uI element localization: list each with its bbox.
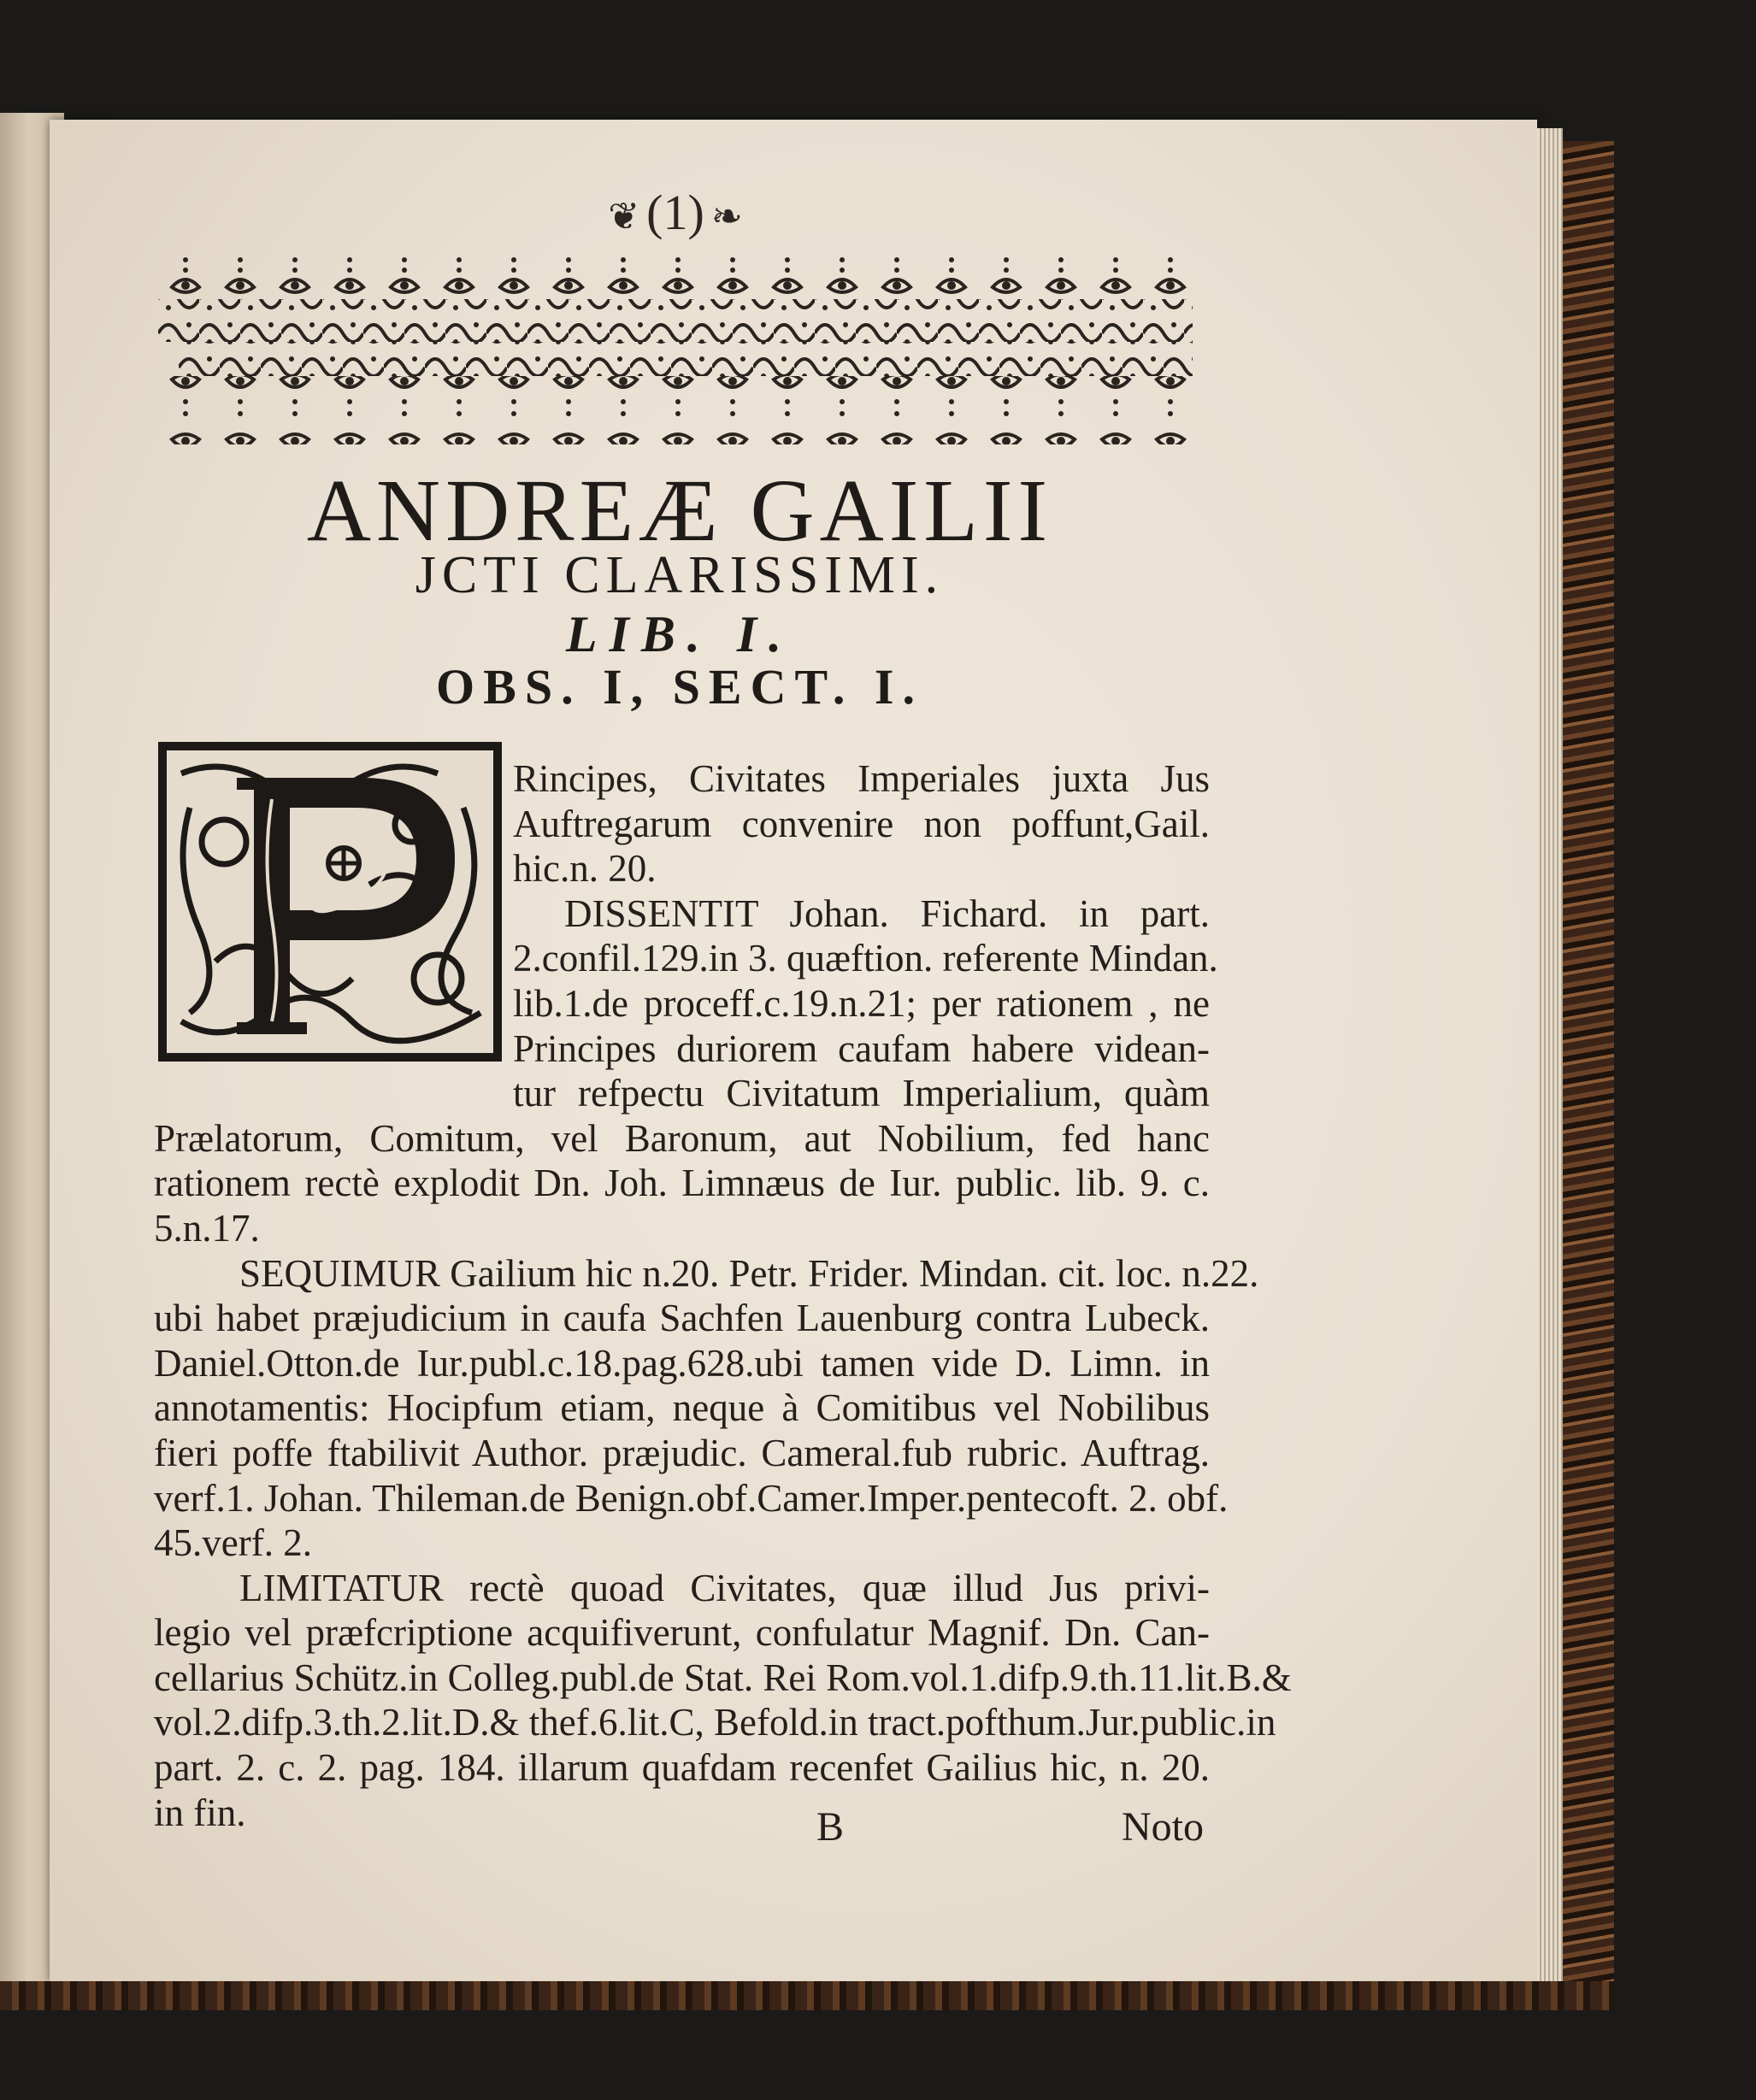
body-text	[154, 756, 1292, 1835]
text-line: SEQUIMUR Gailium hic n.20. Petr. Frider. Mindan. cit. loc. n.22.	[239, 1251, 1259, 1295]
text-line: Principes duriorem caufam habere videan-	[513, 1026, 1210, 1070]
text-line: tur refpectu Civitatum Imperialium, quàm	[513, 1072, 1210, 1115]
catchword: Noto	[1122, 1804, 1204, 1850]
observation-section-heading: OBS. I, SECT. I.	[436, 659, 923, 715]
text-line: 5.n.17.	[154, 1206, 260, 1250]
marbled-cover-board	[1563, 141, 1614, 2009]
text-line: vol.2.difp.3.th.2.lit.D.& thef.6.lit.C, Befold.in tract.pofthum.Jur.public.in	[154, 1701, 1276, 1744]
text-line: ubi habet præjudicium in caufa Sachfen Lauenburg contra Lubeck.	[154, 1297, 1210, 1340]
text-line: 2.confil.129.in 3. quæftion. referente Mindan.	[513, 937, 1218, 980]
page-block-edge	[1537, 128, 1563, 1981]
text-line: Prælatorum, Comitum, vel Baronum, aut Nobilium, fed hanc	[154, 1116, 1210, 1160]
text-line: Auftregarum convenire non poffunt,Gail.	[513, 802, 1210, 845]
text-line: lib.1.de proceff.c.19.n.21; per rationem , ne	[513, 981, 1210, 1025]
page-number: ❦ (1) ❧	[608, 185, 743, 240]
fleuron-left-icon: ❦	[608, 196, 640, 238]
title-epithet: JCTI CLARISSIMI.	[415, 546, 945, 604]
title-author: ANDREÆ GAILII	[306, 462, 1053, 560]
book-number: LIB. I.	[565, 606, 794, 662]
text-line: annotamentis: Hocipfum etiam, neque à Comitibus vel Nobilibus	[154, 1386, 1210, 1430]
text-line: cellarius Schütz.in Colleg.publ.de Stat. Rei Rom.vol.1.difp.9.th.11.lit.B.&	[154, 1656, 1292, 1699]
signature-mark: B	[816, 1804, 845, 1850]
fleuron-right-icon: ❧	[710, 196, 743, 238]
text-line: part. 2. c. 2. pag. 184. illarum quafdam recenfet Gailius hic, n. 20.	[154, 1746, 1210, 1790]
text-line: legio vel præfcriptione acquifiverunt, confulatur Magnif. Dn. Can-	[154, 1611, 1210, 1655]
text-line: rationem rectè explodit Dn. Joh. Limnæus de Iur. public. lib. 9. c.	[154, 1162, 1210, 1205]
text-line: DISSENTIT Johan. Fichard. in part.	[564, 891, 1210, 935]
text-line: verf.1. Johan. Thileman.de Benign.obf.Camer.Imper.pentecoft. 2. obf.	[154, 1476, 1229, 1520]
text-line: fieri poffe ftabilivit Author. præjudic. Cameral.fub rubric. Auftrag.	[154, 1431, 1210, 1474]
text-line: 45.verf. 2.	[154, 1521, 312, 1565]
text-line: Daniel.Otton.de Iur.publ.c.18.pag.628.ubi tamen vide D. Limn. in	[154, 1341, 1210, 1385]
text-line: Rincipes, Civitates Imperiales juxta Jus	[513, 757, 1210, 800]
text-line: in fin.	[154, 1791, 246, 1834]
text-line: LIMITATUR rectè quoad Civitates, quæ illud Jus privi-	[239, 1566, 1210, 1609]
text-line: hic.n. 20.	[513, 847, 657, 891]
cover-board-bottom	[0, 1981, 1614, 2010]
ornamental-headpiece	[158, 248, 1193, 444]
